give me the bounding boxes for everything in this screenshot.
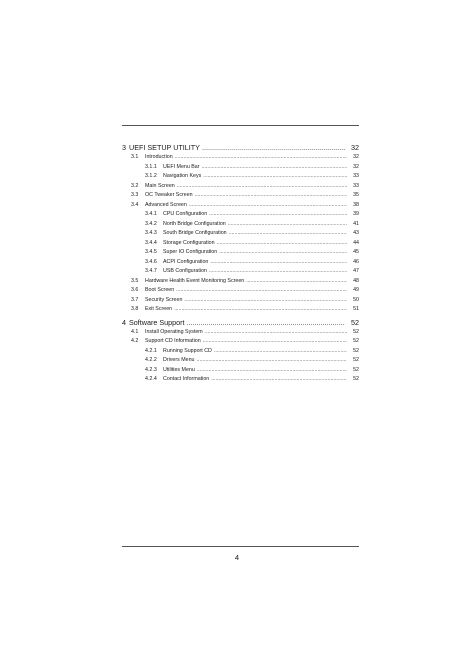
toc-entry-page: 52	[351, 317, 359, 327]
toc-entry-title: South Bridge Configuration	[163, 230, 227, 236]
toc-entry-page: 51	[353, 306, 359, 312]
toc-entry[interactable]	[122, 210, 359, 220]
toc-entry-title: OC Tweaker Screen	[145, 192, 193, 198]
toc-entry[interactable]	[122, 305, 359, 315]
toc-entry-number: 3	[122, 143, 126, 152]
toc-entry-number: 3.4.7	[145, 268, 157, 274]
toc-entry[interactable]	[122, 337, 359, 347]
dot-leader	[217, 239, 347, 249]
toc-entry[interactable]	[122, 153, 359, 163]
dot-leader	[203, 337, 347, 347]
toc-entry[interactable]	[122, 375, 359, 385]
toc-entry-page: 32	[353, 154, 359, 160]
toc-entry-number: 3.8	[131, 306, 139, 312]
toc-entry-title: Storage Configuration	[163, 239, 215, 246]
toc-entry[interactable]	[122, 347, 359, 357]
top-divider	[122, 125, 359, 126]
toc-entry-number: 4	[122, 317, 126, 327]
toc-entry-number: 3.6	[131, 287, 139, 293]
toc-entry-number: 3.4.6	[145, 258, 157, 265]
toc-entry[interactable]	[122, 277, 359, 287]
toc-entry[interactable]	[122, 258, 359, 268]
toc-entry-title: Boot Screen	[145, 287, 175, 293]
toc-entry-number: 3.5	[131, 277, 139, 284]
toc-entry-number: 3.4.1	[145, 211, 157, 217]
dot-leader	[246, 277, 347, 287]
toc-entry-title: Contact Information	[163, 376, 210, 382]
toc-entry[interactable]	[122, 191, 359, 201]
toc-entry-page: 41	[353, 220, 359, 227]
toc-entry[interactable]	[122, 328, 359, 338]
toc-entry-page: 33	[353, 173, 359, 179]
dot-leader	[205, 328, 347, 338]
toc-entry-title: Advanced Screen	[145, 201, 187, 208]
dot-leader	[197, 356, 348, 366]
dot-leader	[177, 182, 347, 192]
toc-entry-number: 4.2	[131, 338, 139, 344]
toc-entry-title: Support CD Information	[145, 338, 201, 344]
dot-leader	[176, 286, 347, 296]
toc-entry-page: 48	[353, 277, 359, 284]
toc-entry-title: North Bridge Configuration	[163, 220, 226, 227]
toc-entry-number: 3.1	[131, 154, 139, 160]
toc-entry-number: 3.4.5	[145, 249, 157, 255]
toc-entry[interactable]	[122, 366, 359, 376]
bottom-divider	[122, 546, 359, 547]
toc-entry[interactable]	[122, 356, 359, 366]
dot-leader	[187, 317, 345, 328]
toc-entry-title: Software Support	[129, 317, 185, 327]
toc-entry-page: 46	[353, 258, 359, 265]
toc-entry-number: 3.2	[131, 182, 139, 189]
dot-leader	[209, 210, 347, 220]
toc-entry-title: Security Screen	[145, 296, 183, 303]
page-number: 4	[234, 553, 240, 562]
toc-entry-page: 43	[353, 230, 359, 236]
toc-entry-page: 35	[353, 192, 359, 198]
toc-entry-page: 32	[353, 163, 359, 170]
toc-entry[interactable]	[122, 239, 359, 249]
toc-entry-page: 52	[353, 376, 359, 382]
toc-entry-number: 3.4	[131, 201, 139, 208]
toc-entry-number: 3.1.2	[145, 173, 157, 179]
table-of-contents	[122, 140, 359, 385]
dot-leader	[214, 347, 347, 357]
toc-entry-title: CPU Configuration	[163, 211, 208, 217]
dot-leader	[174, 305, 347, 315]
toc-entry-page: 45	[353, 249, 359, 255]
toc-entry-page: 39	[353, 211, 359, 217]
toc-entry-title: USB Configuration	[163, 268, 207, 274]
toc-entry-page: 33	[353, 182, 359, 189]
toc-entry-number: 4.1	[131, 328, 139, 335]
toc-entry-title: Super IO Configuration	[163, 249, 218, 255]
toc-entry-page: 49	[353, 287, 359, 293]
toc-entry-page: 44	[353, 239, 359, 246]
dot-leader	[197, 366, 347, 376]
dot-leader	[211, 375, 347, 385]
dot-leader	[209, 267, 347, 277]
toc-entry-title: Hardware Health Event Monitoring Screen	[145, 277, 245, 284]
toc-entry[interactable]	[122, 172, 359, 182]
toc-entry-number: 3.7	[131, 296, 139, 303]
toc-entry-page: 52	[353, 328, 359, 335]
toc-entry-title: UEFI SETUP UTILITY	[129, 143, 200, 152]
toc-entry-page: 32	[351, 143, 359, 152]
toc-entry-title: ACPI Configuration	[163, 258, 209, 265]
toc-entry-title: Introduction	[145, 154, 173, 160]
toc-entry-number: 3.1.1	[145, 163, 157, 170]
dot-leader	[202, 142, 345, 153]
toc-entry-title: Main Screen	[145, 182, 175, 189]
toc-entry-page: 52	[353, 347, 359, 354]
toc-entry-number: 4.2.1	[145, 347, 157, 354]
toc-entry[interactable]	[122, 296, 359, 306]
toc-entry-number: 3.4.2	[145, 220, 157, 227]
toc-entry-page: 47	[353, 268, 359, 274]
toc-entry-number: 3.4.4	[145, 239, 157, 246]
dot-leader	[229, 229, 347, 239]
toc-entry[interactable]	[122, 182, 359, 192]
toc-entry[interactable]	[122, 229, 359, 239]
dot-leader	[175, 153, 347, 163]
toc-entry-title: Navigation Keys	[163, 173, 202, 179]
toc-chapter-entry[interactable]	[122, 317, 359, 328]
toc-entry-page: 38	[353, 201, 359, 208]
dot-leader	[219, 248, 347, 258]
toc-entry[interactable]	[122, 163, 359, 173]
toc-entry-number: 4.2.4	[145, 376, 157, 382]
toc-entry-title: Utilities Menu	[163, 366, 195, 373]
dot-leader	[228, 220, 347, 230]
dot-leader	[210, 258, 347, 268]
dot-leader	[203, 172, 347, 182]
dot-leader	[202, 163, 347, 173]
toc-entry-title: Install Operating System	[145, 328, 203, 335]
toc-entry[interactable]	[122, 220, 359, 230]
toc-entry-title: Exit Screen	[145, 306, 173, 312]
dot-leader	[189, 201, 347, 211]
toc-entry-title: Drivers Menu	[163, 357, 195, 363]
toc-entry-page: 52	[353, 338, 359, 344]
toc-chapter-entry[interactable]	[122, 142, 359, 153]
toc-entry[interactable]	[122, 201, 359, 211]
toc-entry[interactable]	[122, 248, 359, 258]
toc-entry-title: Running Support CD	[163, 347, 212, 354]
dot-leader	[184, 296, 347, 306]
toc-entry-title: UEFI Menu Bar	[163, 163, 200, 170]
toc-entry[interactable]	[122, 267, 359, 277]
toc-entry-number: 3.4.3	[145, 230, 157, 236]
toc-entry-page: 50	[353, 296, 359, 303]
toc-entry-number: 4.2.2	[145, 357, 157, 363]
toc-entry-page: 52	[353, 357, 359, 363]
toc-entry-page: 52	[353, 366, 359, 373]
dot-leader	[195, 191, 347, 201]
toc-entry[interactable]	[122, 286, 359, 296]
toc-entry-number: 4.2.3	[145, 366, 157, 373]
toc-entry-number: 3.3	[131, 192, 139, 198]
